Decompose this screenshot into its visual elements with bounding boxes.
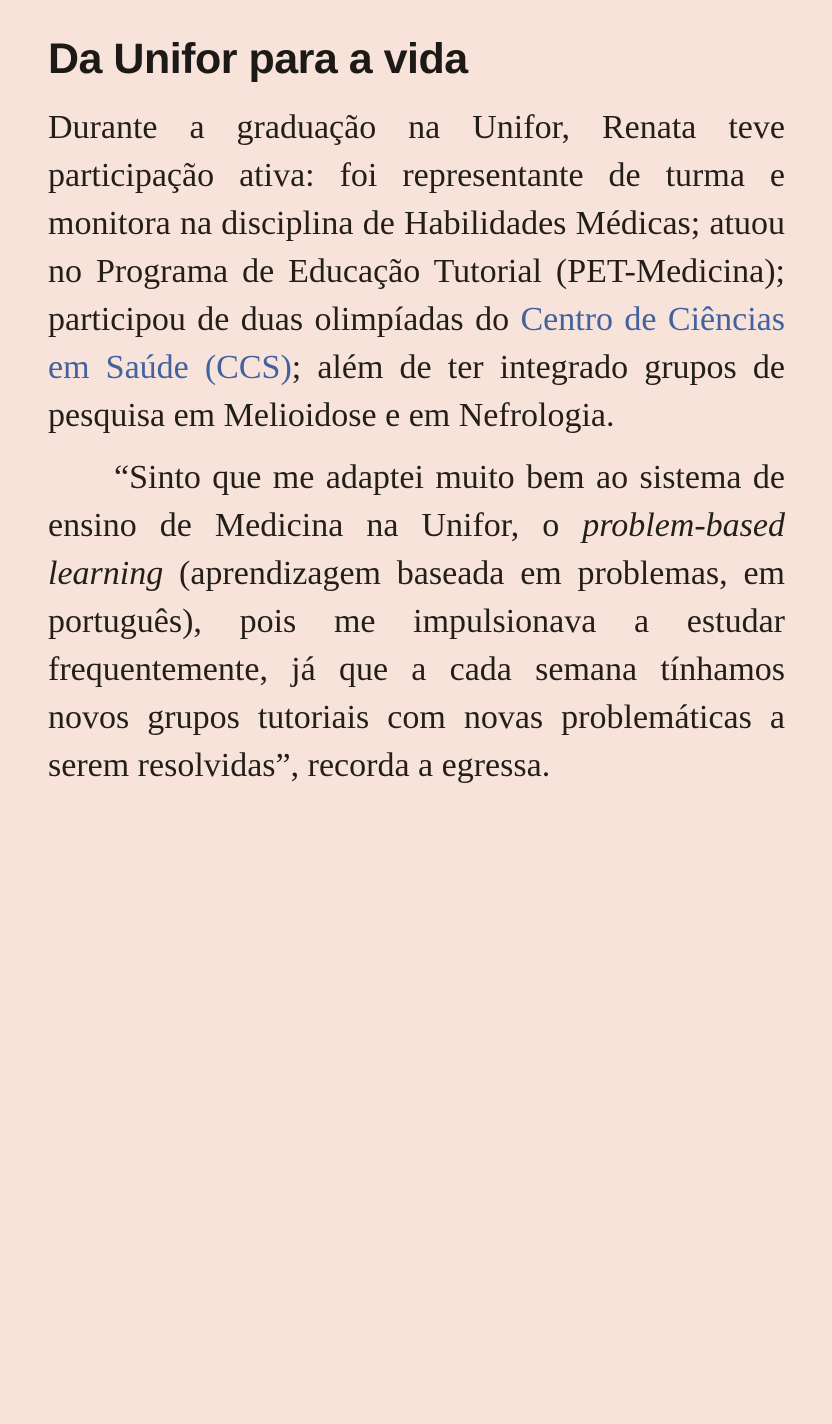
paragraph-2-text-before-italic: “Sinto que me adaptei muito bem ao sistema de ensino de Medicina na Unifor, o (48, 459, 785, 544)
paragraph-2-text-after-italic: (aprendizagem baseada em problemas, em português), pois me impulsionava a estudar frequentemente, já que a cada semana tínhamos novos grupos tutoriais com novas problemáticas a serem resolvidas”, recorda a egressa. (48, 555, 785, 784)
paragraph-quote (48, 454, 785, 790)
italic-term-problem-based-learning: problem-based learning (48, 507, 785, 592)
paragraph-unifor-participation (48, 104, 785, 440)
paragraph-1-text-after-link: ; além de ter integrado grupos de pesquisa em Melioidose e em Nefrologia. (48, 349, 785, 434)
paragraph-1-text-before-link: Durante a graduação na Unifor, Renata teve participação ativa: foi representante de turma e monitora na disciplina de Habilidades Médicas; atuou no Programa de Educação Tutorial (PET-Medicina); participou de duas olimpíadas do (48, 109, 785, 338)
article-heading: Da Unifor para a vida (48, 35, 468, 83)
ccs-link[interactable]: Centro de Ciências em Saúde (CCS) (48, 301, 785, 386)
